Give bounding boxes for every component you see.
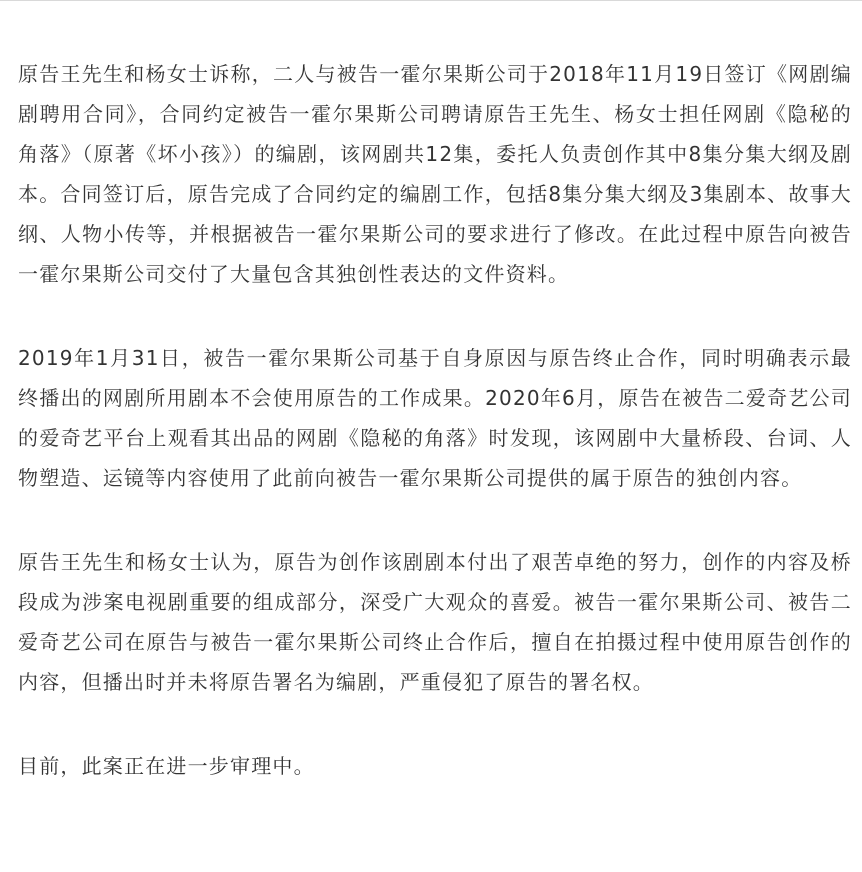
paragraph-claim: 原告王先生和杨女士诉称，二人与被告一霍尔果斯公司于2018年11月19日签订《网剧编剧聘用合同》，合同约定被告一霍尔果斯公司聘请原告王先生、杨女士担任网剧《隐秘的角落》（原著《坏小孩》）的编剧，该网剧共12集，委托人负责创作其中8集分集大纲及剧本。合同签订后，原告完成了合同约定的编剧工作，包括8集分集大纲及3集剧本、故事大纲、人物小传等，并根据被告一霍尔果斯公司的要求进行了修改。在此过程中原告向被告一霍尔果斯公司交付了大量包含其独创性表达的文件资料。 bbox=[18, 62, 852, 286]
top-divider bbox=[0, 0, 862, 1]
paragraph-plaintiff-view: 原告王先生和杨女士认为，原告为创作该剧剧本付出了艰苦卓绝的努力，创作的内容及桥段成为涉案电视剧重要的组成部分，深受广大观众的喜爱。被告一霍尔果斯公司、被告二爱奇艺公司在原告与被告一霍尔果斯公司终止合作后，擅自在拍摄过程中使用原告创作的内容，但播出时并未将原告署名为编剧，严重侵犯了原告的署名权。 bbox=[18, 550, 852, 694]
article-body bbox=[18, 54, 852, 786]
paragraph-status: 目前，此案正在进一步审理中。 bbox=[18, 754, 315, 778]
paragraph-termination: 2019年1月31日，被告一霍尔果斯公司基于自身原因与原告终止合作，同时明确表示最终播出的网剧所用剧本不会使用原告的工作成果。2020年6月，原告在被告二爱奇艺公司的爱奇艺平台上观看其出品的网剧《隐秘的角落》时发现，该网剧中大量桥段、台词、人物塑造、运镜等内容使用了此前向被告一霍尔果斯公司提供的属于原告的独创内容。 bbox=[18, 346, 852, 490]
